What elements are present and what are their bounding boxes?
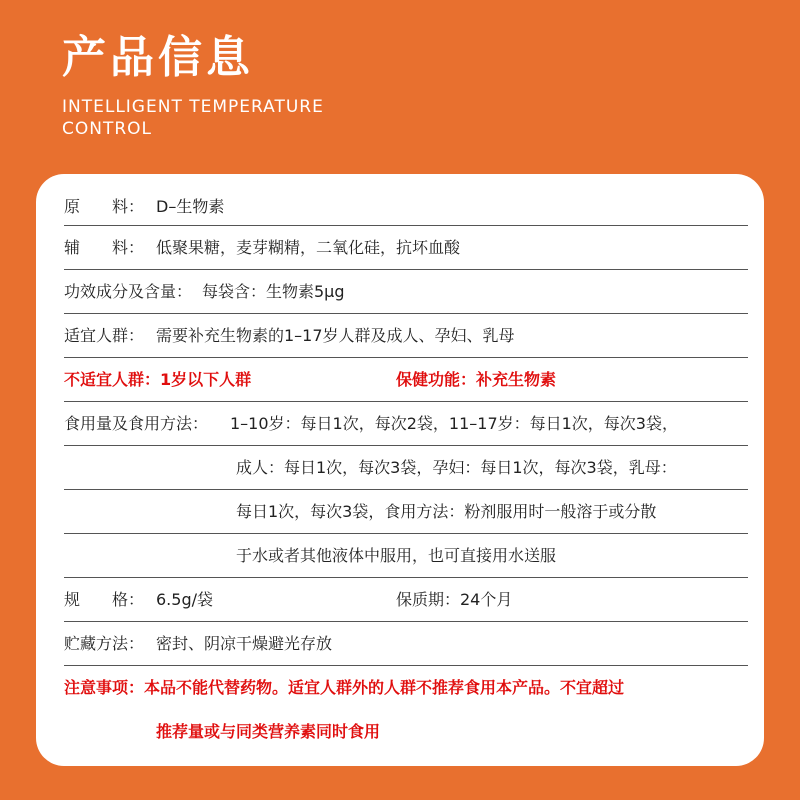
- storage-label: 贮藏方法：: [64, 634, 145, 653]
- info-table: [64, 188, 748, 754]
- row-dosage-4: [64, 534, 748, 578]
- content-value: 每袋含：生物素5μg: [202, 282, 345, 301]
- dosage-line-1: 1–10岁：每日1次，每次2袋，11–17岁：每日1次，每次3袋，: [230, 414, 678, 433]
- dosage-label: 食用量及食用方法：: [64, 414, 209, 433]
- raw-material-value: D–生物素: [156, 197, 225, 216]
- storage-value: 密封、阴凉干燥避光存放: [156, 634, 333, 653]
- page-title: 产品信息: [62, 32, 254, 83]
- dosage-line-3: 每日1次，每次3袋，食用方法：粉剂服用时一般溶于或分散: [236, 502, 657, 521]
- content-label: 功效成分及含量：: [64, 282, 193, 301]
- dosage-line-4: 于水或者其他液体中服用，也可直接用水送服: [236, 546, 557, 565]
- row-dosage-1: [64, 402, 748, 446]
- suitable-value: 需要补充生物素的1–17岁人群及成人、孕妇、乳母: [156, 326, 515, 345]
- row-dosage-2: [64, 446, 748, 490]
- raw-material-label: 原 料：: [64, 197, 145, 216]
- suitable-label: 适宜人群：: [64, 326, 145, 345]
- auxiliary-value: 低聚果糖，麦芽糊精，二氧化硅，抗坏血酸: [156, 238, 461, 257]
- row-content: [64, 270, 748, 314]
- row-dosage-3: [64, 490, 748, 534]
- row-notice-2: [64, 710, 748, 754]
- auxiliary-label: 辅 料：: [64, 238, 145, 257]
- row-raw-material: [64, 188, 748, 226]
- spec-label: 规 格：: [64, 590, 145, 609]
- row-suitable: [64, 314, 748, 358]
- function-text: 保健功能：补充生物素: [396, 370, 557, 389]
- notice-line-1: 注意事项：本品不能代替药物。适宜人群外的人群不推荐食用本产品。不宜超过: [64, 678, 625, 697]
- row-spec: [64, 578, 748, 622]
- row-notice-1: [64, 666, 748, 710]
- row-auxiliary: [64, 226, 748, 270]
- row-storage: [64, 622, 748, 666]
- row-unsuitable: [64, 358, 748, 402]
- notice-line-2: 推荐量或与同类营养素同时食用: [156, 722, 381, 741]
- page-subtitle: INTELLIGENT TEMPERATURE CONTROL: [62, 97, 324, 139]
- shelf-life: 保质期：24个月: [396, 590, 513, 609]
- unsuitable-text: 不适宜人群：1岁以下人群: [64, 370, 252, 389]
- spec-value: 6.5g/袋: [156, 590, 213, 609]
- dosage-line-2: 成人：每日1次，每次3袋，孕妇：每日1次，每次3袋，乳母：: [236, 458, 677, 477]
